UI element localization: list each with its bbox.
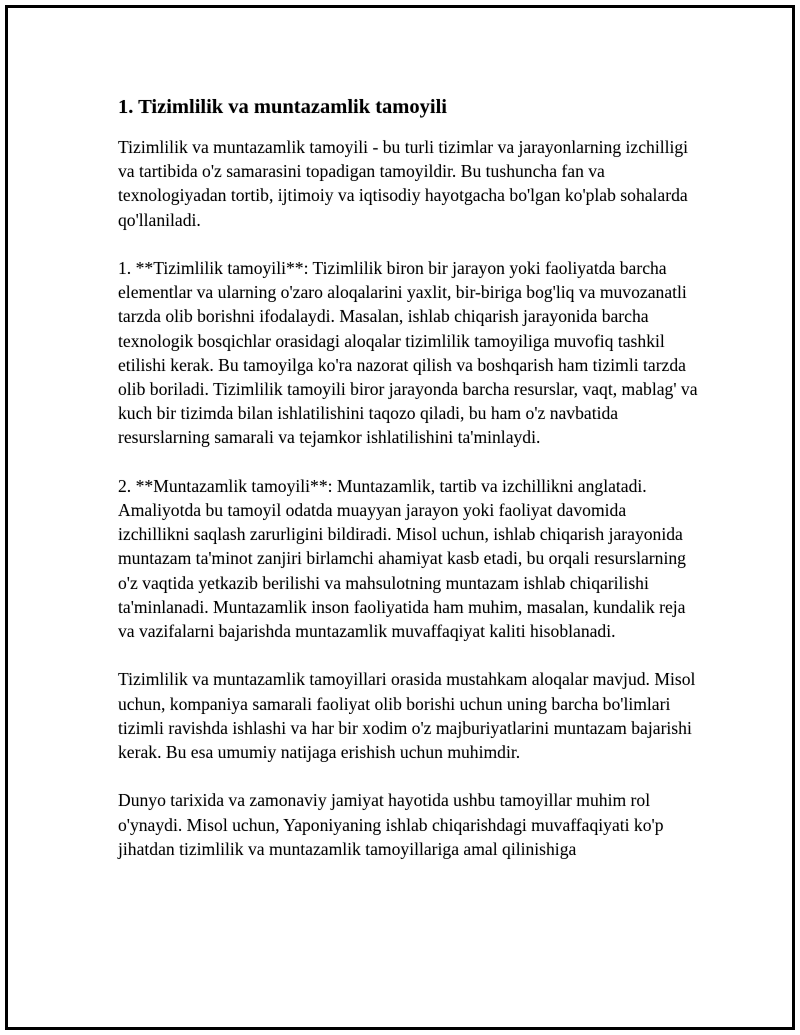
document-title: 1. Tizimlilik va muntazamlik tamoyili [118,96,447,118]
paragraph-history: Dunyo tarixida va zamonaviy jamiyat hayotida ushbu tamoyillar muhim rol o'ynaydi. Misol uchun, Yaponiyaning ishlab chiqarishdagi muvaffaqiyati ko'p jihatdan tizimlilik va muntazamlik tamoyillariga amal qilinishiga [118,790,664,859]
paragraph-relation: Tizimlilik va muntazamlik tamoyillari orasida mustahkam aloqalar mavjud. Misol uchun, kompaniya samarali faoliyat olib borishi uchun uning barcha bo'limlari tizimli ravishda ishlashi va har bir xodim o'z majburiyatlarini muntazam bajarishi kerak. Bu esa umumiy natijaga erishish uchun muhimdir. [118,669,696,763]
paragraph-tizimlilik: 1. **Tizimlilik tamoyili**: Tizimlilik biron bir jarayon yoki faoliyatda barcha elementlar va ularning o'zaro aloqalarini yaxlit, bir-biriga bog'liq va muvozanatli tarzda olib borishni ifodalaydi. Masalan, ishlab chiqarish jarayonida barcha texnologik bosqichlar orasidagi aloqalar tizimlilik tamoyiliga muvofiq tashkil etilishi kerak. Bu tamoyilga ko'ra nazorat qilish va boshqarish ham tizimli tarzda olib boriladi. Tizimlilik tamoyili biror jarayonda barcha resurslar, vaqt, mablag' va kuch bir tizimda bilan ishlatilishini taqozo qiladi, bu ham o'z navbatida resurslarning samarali va tejamkor ishlatilishini ta'minlaydi. [118,258,698,448]
paragraph-muntazamlik: 2. **Muntazamlik tamoyili**: Muntazamlik, tartib va izchillikni anglatadi. Amaliyotda bu tamoyil odatda muayyan jarayon yoki faoliyat davomida izchillikni saqlash zarurligini bildiradi. Misol uchun, ishlab chiqarish jarayonida muntazam ta'minot zanjiri birlamchi ahamiyat kasb etadi, bu orqali resurslarning o'z vaqtida yetkazib berilishi va mahsulotning muntazam ishlab chiqarilishi ta'minlanadi. Muntazamlik inson faoliyatida ham muhim, masalan, kundalik reja va vazifalarni bajarishda muntazamlik muvaffaqiyat kaliti hisoblanadi. [118,475,686,642]
document-body [118,93,698,885]
paragraph-intro: Tizimlilik va muntazamlik tamoyili - bu turli tizimlar va jarayonlarning izchilligi va tartibida o'z samarasini topadigan tamoyildir. Bu tushuncha fan va texnologiyadan tortib, ijtimoiy va iqtisodiy hayotgacha bo'lgan ko'plab sohalarda qo'llaniladi. [118,137,689,230]
